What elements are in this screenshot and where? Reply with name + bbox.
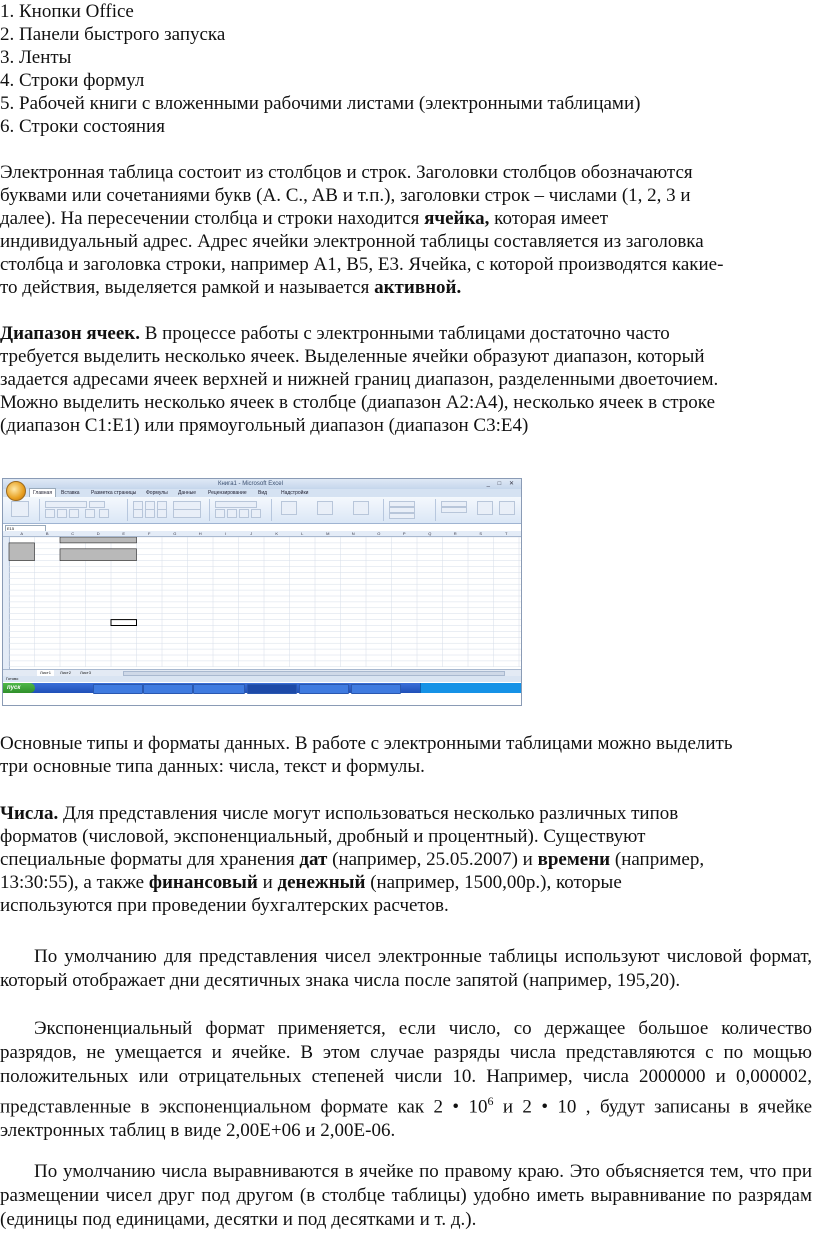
column-header: F <box>148 531 151 536</box>
sheet-tabs <box>3 669 521 676</box>
paragraph-types: Основные типы и форматы данных. В работе с электронными таблицами можно выделить три основные типа данных: числа, текст и формулы. <box>0 733 733 777</box>
paragraph-line: требуется выделить несколько ячеек. Выделенные ячейки образуют диапазон, который <box>0 346 705 367</box>
windows-taskbar <box>3 683 521 693</box>
ribbon <box>3 497 521 524</box>
tab-data: Данные <box>178 490 197 496</box>
column-header: S <box>479 531 483 536</box>
term-numbers: Числа. <box>0 803 59 824</box>
selected-range-a2-a4 <box>9 543 35 561</box>
system-tray <box>420 683 521 693</box>
column-header: B <box>45 531 49 536</box>
paragraph-line: Электронная таблица состоит из столбцов и строк. Заголовки столбцов обозначаются <box>0 162 693 183</box>
tab-addins: Надстройки <box>281 490 309 496</box>
column-header: E <box>122 531 126 536</box>
list-item: 4. Строки формул <box>0 70 145 91</box>
window-controls-icon: _ □ ✕ <box>486 481 517 487</box>
active-cell <box>111 620 137 626</box>
column-header: O <box>377 531 381 536</box>
column-header: K <box>275 531 279 536</box>
column-header: R <box>453 531 457 536</box>
name-box: E15 <box>5 525 46 532</box>
column-header: A <box>20 531 24 536</box>
term-cell: ячейка, <box>424 208 490 229</box>
paragraph-line: индивидуальный адрес. Адрес ячейки электронной таблицы составляется из заголовка <box>0 231 704 252</box>
status-bar <box>3 676 521 682</box>
column-header: N <box>351 531 355 536</box>
column-header: T <box>505 531 508 536</box>
tab-view: Вид <box>258 490 268 496</box>
list-item: 3. Ленты <box>0 47 72 68</box>
excel-screenshot <box>2 478 522 706</box>
intro-text <box>0 0 816 437</box>
paragraph-default-format: По умолчанию для представления чисел электронные таблицы используют числовой формат, который отображает дни десятичных знака числа после запятой (например, 195,20). <box>0 946 812 991</box>
column-header: P <box>402 531 406 536</box>
paragraph-line: столбца и заголовка строки, например A1, B5, E3. Ячейка, с которой производятся какие- <box>0 254 724 275</box>
column-header: H <box>198 531 202 536</box>
sheet-tab: Лист1 <box>37 670 54 676</box>
column-header: C <box>71 531 75 536</box>
paragraph-line: буквами или сочетаниями букв (A. C., AB и т.п.), заголовки строк – числами (1, 2, 3 и <box>0 185 691 206</box>
selected-range-c3-e4 <box>60 549 137 561</box>
office-button-icon <box>6 481 26 501</box>
tab-review: Рецензирование <box>208 490 247 496</box>
worksheet-grid <box>3 537 521 669</box>
paragraph-exponential: Экспоненциальный формат применяется, если число, со держащее большое количество разрядов, не умещается и ячейке. В этом случае разряды числа представляются с по мощью положительных или отрицательных степеней числи 10. Например, числа 2000000 и 0,000002, представленные в экспоненциальном формате как 2 • $10^6$ и 2 • 10 , будут записаны в ячейке электронных таблиц в виде 2,00Е+06 и 2,00Е-06. <box>0 1018 813 1142</box>
status-text: Готово <box>6 676 19 681</box>
paragraph-line: задается адресами ячеек верхней и нижней границ диапазон, разделенными двоеточием. <box>0 369 719 390</box>
paragraph-line: то действия, выделяется рамкой и называется активной. <box>0 277 462 298</box>
term-range: Диапазон ячеек. <box>0 323 140 344</box>
column-header: D <box>96 531 100 536</box>
column-header: M <box>326 531 330 536</box>
list-item: 1. Кнопки Office <box>0 1 134 22</box>
column-header: J <box>250 531 253 536</box>
paragraph-line: Диапазон ячеек. В процессе работы с электронными таблицами достаточно часто <box>0 323 670 344</box>
window-title: Книга1 - Microsoft Excel <box>218 481 283 487</box>
paragraph-line: далее). На пересечении столбца и строки находится ячейка, которая имеет <box>0 208 609 229</box>
tab-home: Главная <box>29 488 56 497</box>
ribbon-tabs <box>3 489 521 497</box>
tab-formulas: Формулы <box>146 490 168 496</box>
column-header: Q <box>428 531 432 536</box>
paragraph-numbers: Числа. Для представления числе могут использоваться несколько различных типов форматов (числовой, экспоненциальный, дробный и процентный). Существуют специальные форматы для хранения дат (например, 25.05.2007) и времени (например, 13:30:55), а также финансовый и денежный (например, 1500,00р.), которые используются при проведении бухгалтерских расчетов. <box>0 803 705 916</box>
window-titlebar <box>3 479 521 489</box>
tab-page-layout: Разметка страницы <box>91 490 137 496</box>
term-active: активной. <box>374 277 462 298</box>
list-item: 6. Строки состояния <box>0 116 165 137</box>
list-item: 5. Рабочей книги с вложенными рабочими листами (электронными таблицами) <box>0 93 641 114</box>
tab-insert: Вставка <box>61 490 80 496</box>
paragraph-line: Можно выделить несколько ячеек в столбце (диапазон A2:A4), несколько ячеек в строке <box>0 392 715 413</box>
column-header: L <box>301 531 304 536</box>
selected-range-c1-e1 <box>60 537 137 543</box>
sheet-tab: Лист2 <box>60 670 71 675</box>
sheet-tab: Лист3 <box>80 670 91 675</box>
paragraph-line: (диапазон C1:E1) или прямоугольный диапазон (диапазон C3:E4) <box>0 415 529 436</box>
list-item: 2. Панели быстрого запуска <box>0 24 226 45</box>
column-header: I <box>225 531 227 536</box>
column-header: G <box>173 531 177 536</box>
start-button: пуск <box>3 683 35 693</box>
paragraph-alignment: По умолчанию числа выравниваются в ячейке по правому краю. Это объясняется тем, что при размещении чисел друг под другом (в столбце таблицы) удобно иметь выравнивание по разрядам (единицы под единицами, десятки и под десятками и т. д.). <box>0 1161 812 1230</box>
